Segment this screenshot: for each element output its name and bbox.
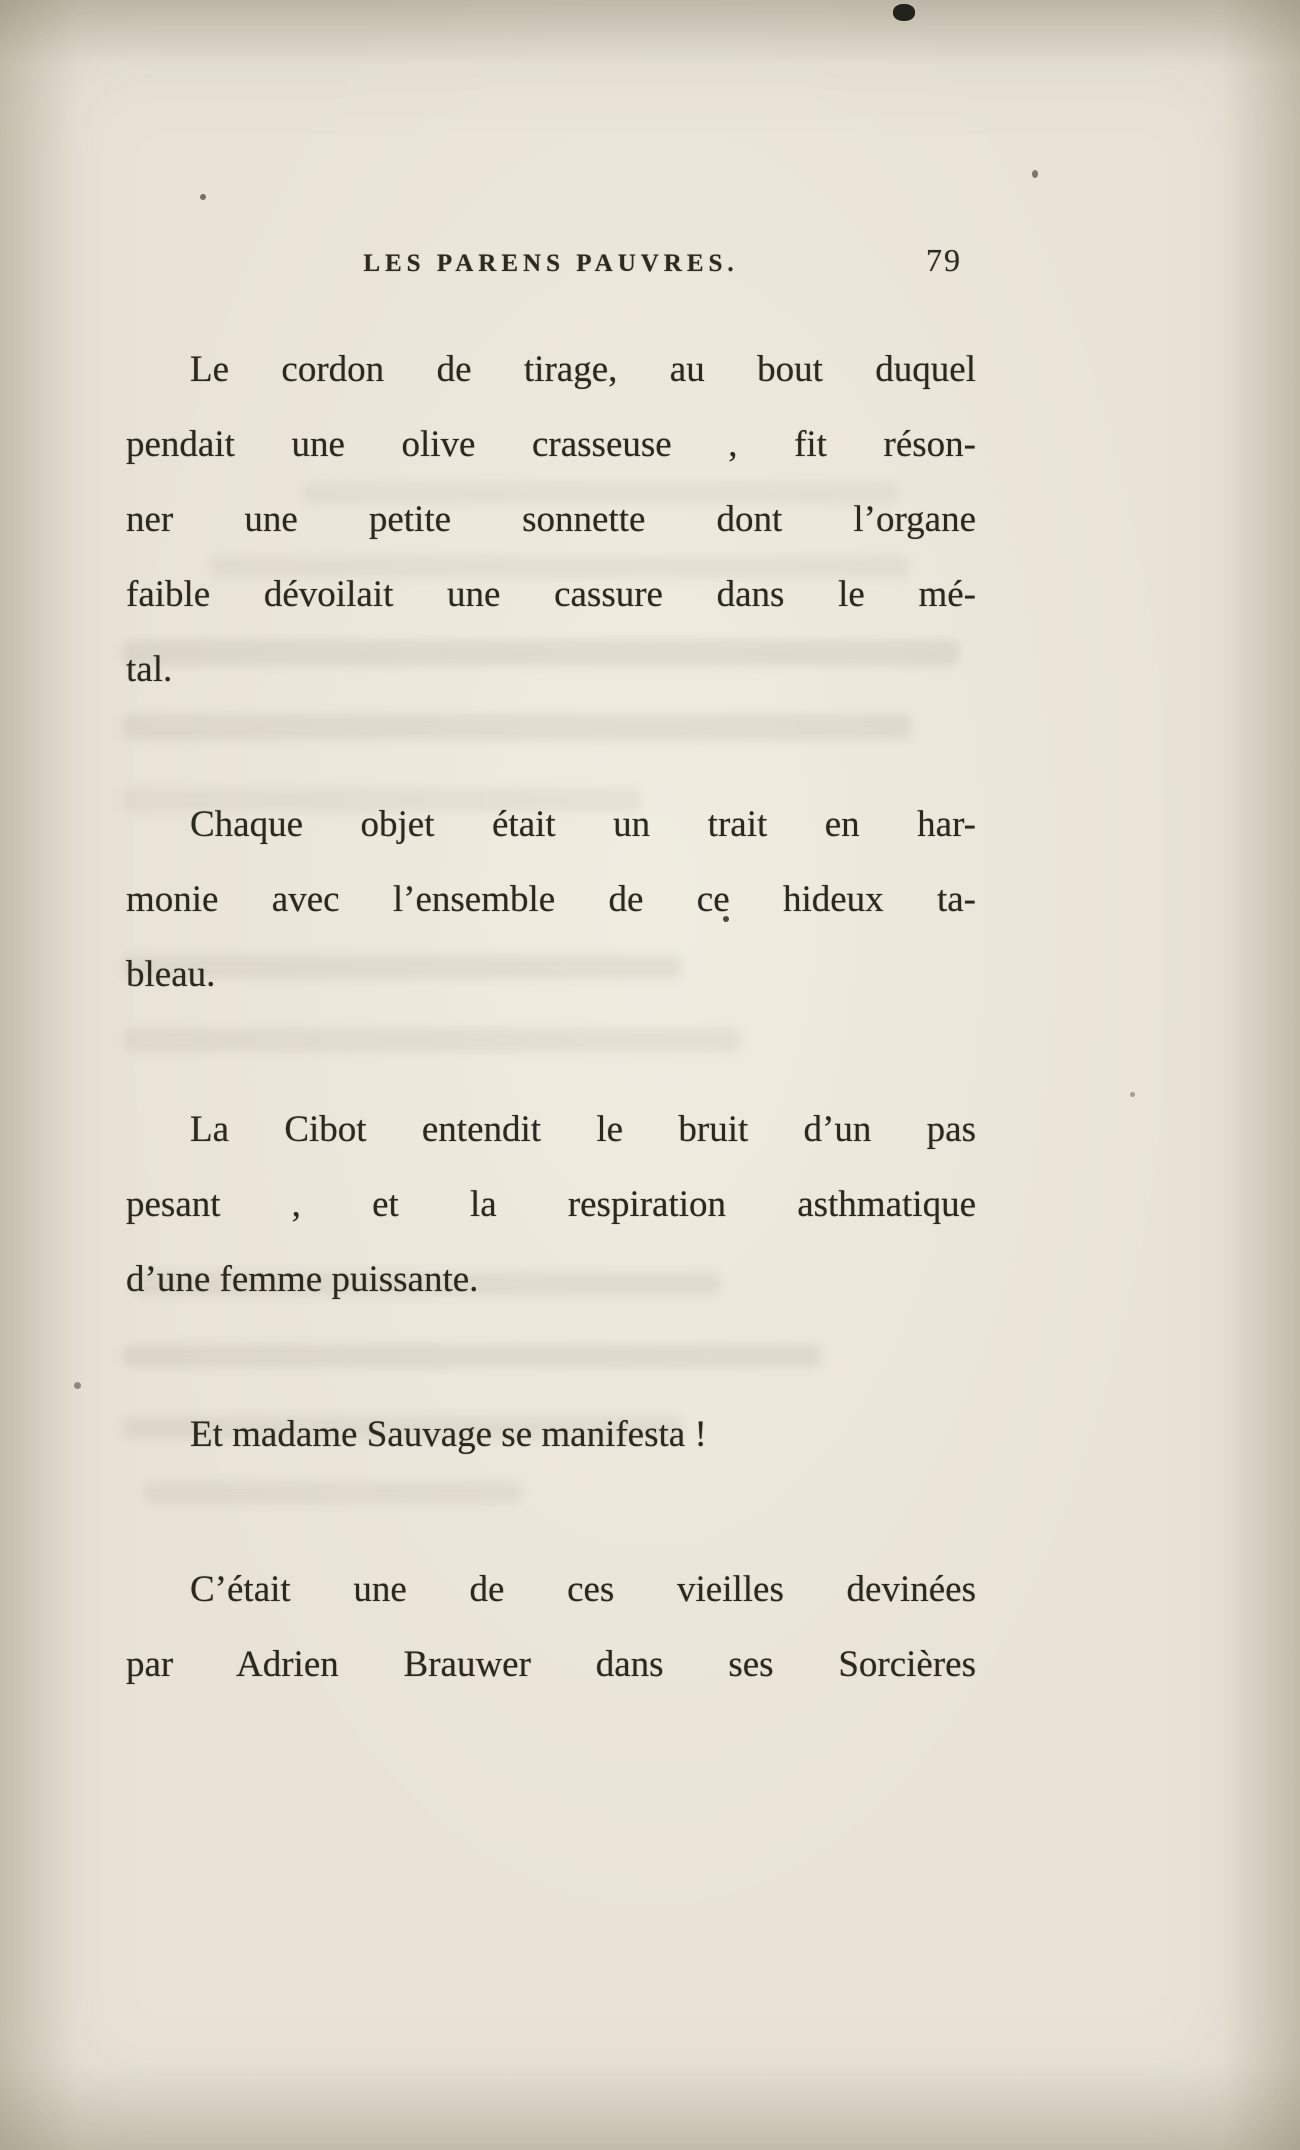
page-header	[126, 242, 976, 294]
text-line: monie avec l’ensemble de ce hideux ta-	[126, 879, 976, 920]
text-line: par Adrien Brauwer dans ses Sorcières	[126, 1644, 976, 1685]
paragraph	[126, 1092, 976, 1317]
text-line: tal.	[126, 649, 173, 690]
ink-speck	[1130, 1092, 1135, 1097]
text-line: d’une femme puissante.	[126, 1259, 479, 1300]
text-line: ner une petite sonnette dont l’organe	[126, 499, 976, 540]
paragraph	[126, 332, 976, 707]
text-line: Le cordon de tirage, au bout duquel	[190, 349, 976, 390]
text-line: Et madame Sauvage se manifesta !	[190, 1414, 707, 1455]
ink-speck	[200, 194, 206, 200]
text-column	[126, 242, 976, 1782]
text-line: Chaque objet était un trait en har-	[190, 804, 976, 845]
text-line: La Cibot entendit le bruit d’un pas	[190, 1109, 976, 1150]
ink-speck	[893, 4, 915, 21]
text-line: pesant , et la respiration asthmatique	[126, 1184, 976, 1225]
text-line: faible dévoilait une cassure dans le mé-	[126, 574, 976, 615]
paragraph	[126, 1397, 976, 1472]
running-title: LES PARENS PAUVRES.	[363, 250, 739, 277]
text-line: pendait une olive crasseuse , fit réson-	[126, 424, 976, 465]
paragraph	[126, 787, 976, 1012]
text-line: bleau.	[126, 954, 216, 995]
ink-speck	[74, 1382, 81, 1389]
text-line: C’était une de ces vieilles devinées	[190, 1569, 976, 1610]
page-number: 79	[926, 242, 962, 278]
paragraph	[126, 1552, 976, 1702]
ink-speck	[1032, 170, 1038, 178]
